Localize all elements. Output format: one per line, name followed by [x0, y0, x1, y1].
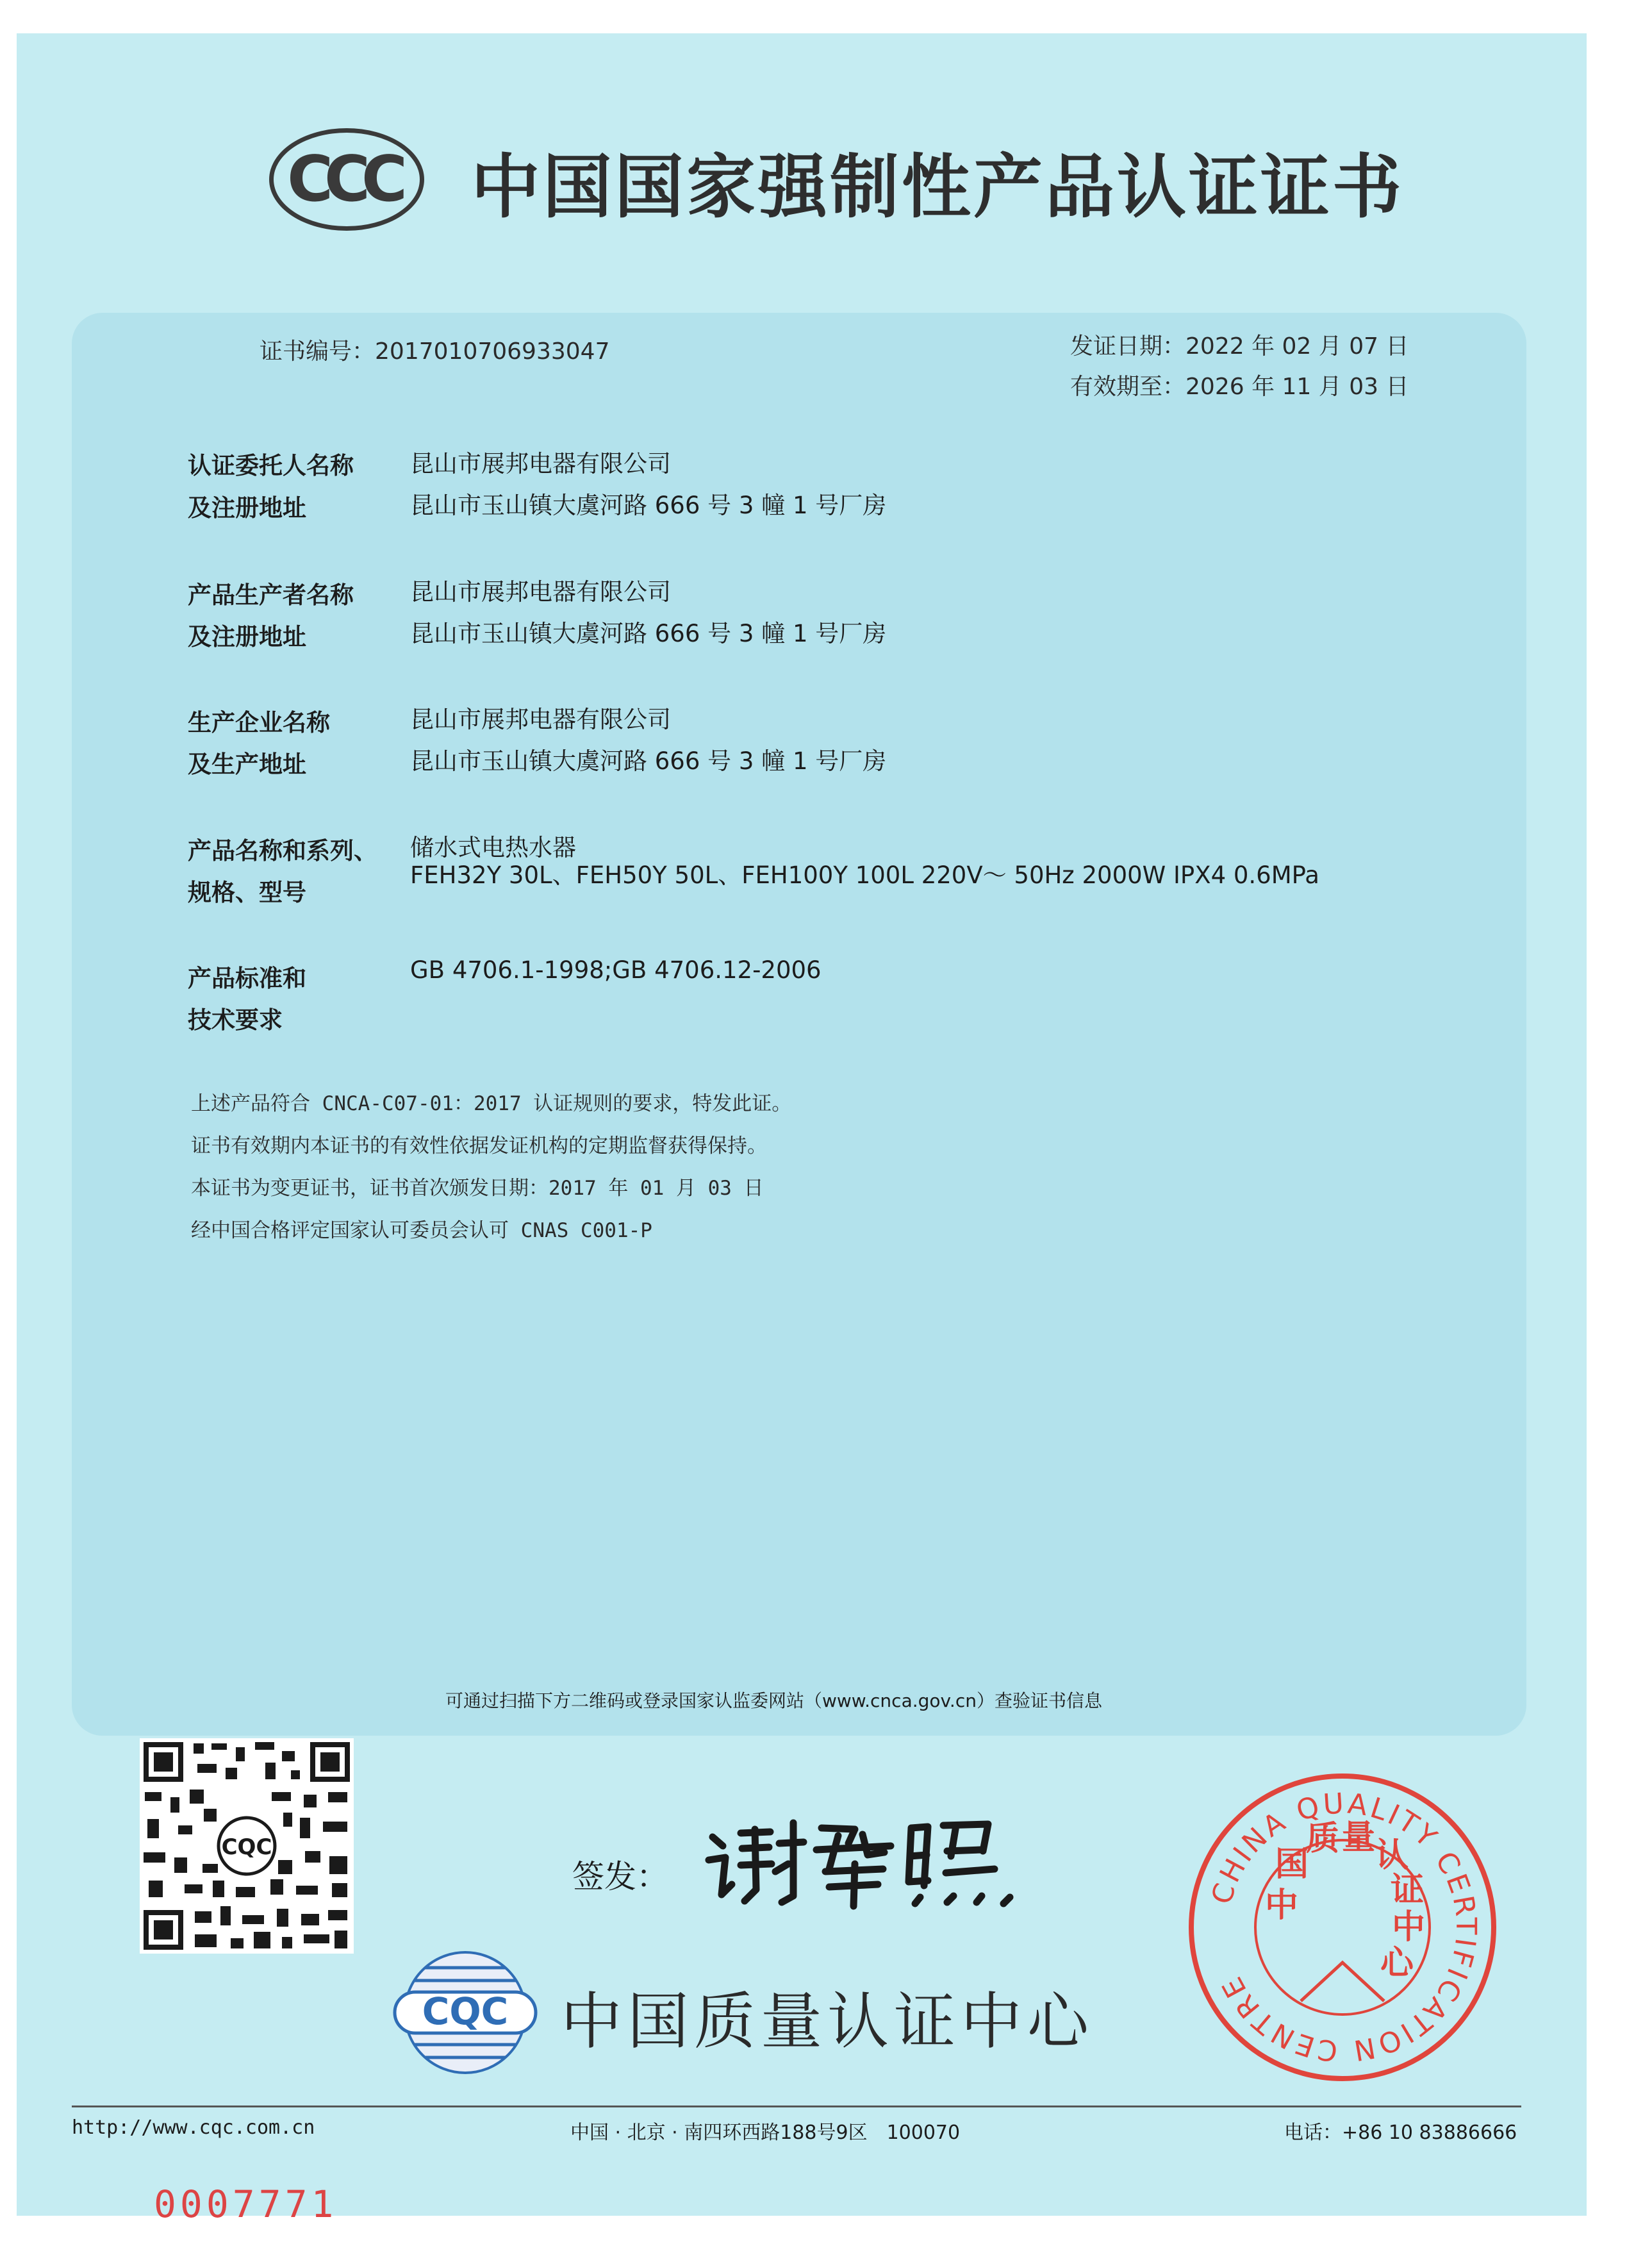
statement: 证书有效期内本证书的有效性依据发证机构的定期监督获得保持。: [191, 1134, 767, 1158]
verify-note: 可通过扫描下方二维码或登录国家认监委网站（www.cnca.gov.cn）查验证书信息: [445, 1690, 1102, 1711]
svg-text:CQC: CQC: [422, 1989, 509, 2033]
field-label: 及注册地址: [188, 623, 306, 651]
field-value: 昆山市玉山镇大虞河路 666 号 3 幢 1 号厂房: [410, 747, 887, 775]
field-value: GB 4706.1-1998;GB 4706.12-2006: [410, 956, 822, 984]
statement: 本证书为变更证书，证书首次颁发日期：2017 年 01 月 03 日: [191, 1177, 764, 1200]
svg-text:国: 国: [1275, 1845, 1309, 1884]
cqc-logo: [388, 1948, 542, 2077]
footer-divider: [72, 2106, 1521, 2107]
svg-text:中: 中: [1391, 1907, 1426, 1947]
field-label: 技术要求: [188, 1006, 283, 1034]
field-label: 认证委托人名称: [188, 452, 354, 479]
field-label: 生产企业名称: [188, 709, 330, 736]
field-value: 昆山市展邦电器有限公司: [410, 450, 671, 478]
field-label: 及注册地址: [188, 494, 306, 522]
field-value: FEH32Y 30L、FEH50Y 50L、FEH100Y 100L 220V～ 50Hz 2000W IPX4 0.6MPa: [410, 861, 1319, 889]
field-value: 储水式电热水器: [410, 834, 576, 861]
certificate-number: [260, 333, 609, 366]
field-label: 规格、型号: [188, 879, 306, 906]
issue-date: [1070, 328, 1408, 361]
issue-date-label: 发证日期：: [1070, 333, 1186, 360]
signature-label: 签发：: [572, 1858, 668, 1895]
valid-until-value: 2026 年 11 月 03 日: [1185, 374, 1409, 400]
svg-text:心: 心: [1380, 1943, 1414, 1982]
field-value: 昆山市玉山镇大虞河路 666 号 3 幢 1 号厂房: [410, 492, 887, 519]
handwritten-signature: [704, 1810, 1024, 1913]
certificate-title: 中国国家强制性产品认证证书: [471, 147, 1405, 228]
qr-code-graphic: [140, 1738, 354, 1954]
field-label: 产品生产者名称: [188, 581, 354, 609]
field-label: 产品标准和: [188, 965, 306, 992]
valid-until: [1070, 369, 1408, 401]
field-value: 昆山市展邦电器有限公司: [410, 578, 671, 606]
qr-code[interactable]: [140, 1738, 354, 1954]
cert-no-label: 证书编号：: [260, 338, 376, 365]
issuer-name: 中国质量认证中心: [561, 1986, 1094, 2057]
field-label: 产品名称和系列、: [188, 837, 377, 865]
ccc-logo: CCC: [269, 128, 424, 231]
valid-until-label: 有效期至：: [1070, 374, 1186, 400]
cert-no-value: 2017010706933047: [375, 338, 610, 365]
footer-phone: 电话：+86 10 83886666: [1284, 2122, 1517, 2144]
field-value: 昆山市玉山镇大虞河路 666 号 3 幢 1 号厂房: [410, 620, 887, 647]
footer-address: 中国 · 北京 · 南四环西路188号9区 100070: [570, 2122, 961, 2144]
serial-number: 0007771: [154, 2182, 338, 2226]
official-seal: [1185, 1770, 1499, 2084]
field-label: 及生产地址: [188, 751, 306, 778]
svg-text:CHINA QUALITY CERTIFICATION CE: CHINA QUALITY CERTIFICATION CENTRE: [1205, 1787, 1483, 2068]
issue-date-value: 2022 年 02 月 07 日: [1185, 333, 1409, 360]
svg-text:中: 中: [1264, 1886, 1299, 1925]
svg-text:量: 量: [1341, 1818, 1376, 1857]
svg-text:CQC: CQC: [221, 1834, 272, 1860]
content-panel: [72, 313, 1526, 1736]
svg-text:认: 认: [1375, 1836, 1409, 1875]
svg-text:证: 证: [1390, 1870, 1425, 1909]
statement: 上述产品符合 CNCA-C07-01：2017 认证规则的要求，特发此证。: [191, 1092, 792, 1115]
footer-website[interactable]: http://www.cqc.com.cn: [72, 2116, 315, 2139]
field-value: 昆山市展邦电器有限公司: [410, 706, 671, 733]
svg-text:质: 质: [1305, 1819, 1340, 1858]
statement: 经中国合格评定国家认可委员会认可 CNAS C001-P: [191, 1219, 652, 1242]
